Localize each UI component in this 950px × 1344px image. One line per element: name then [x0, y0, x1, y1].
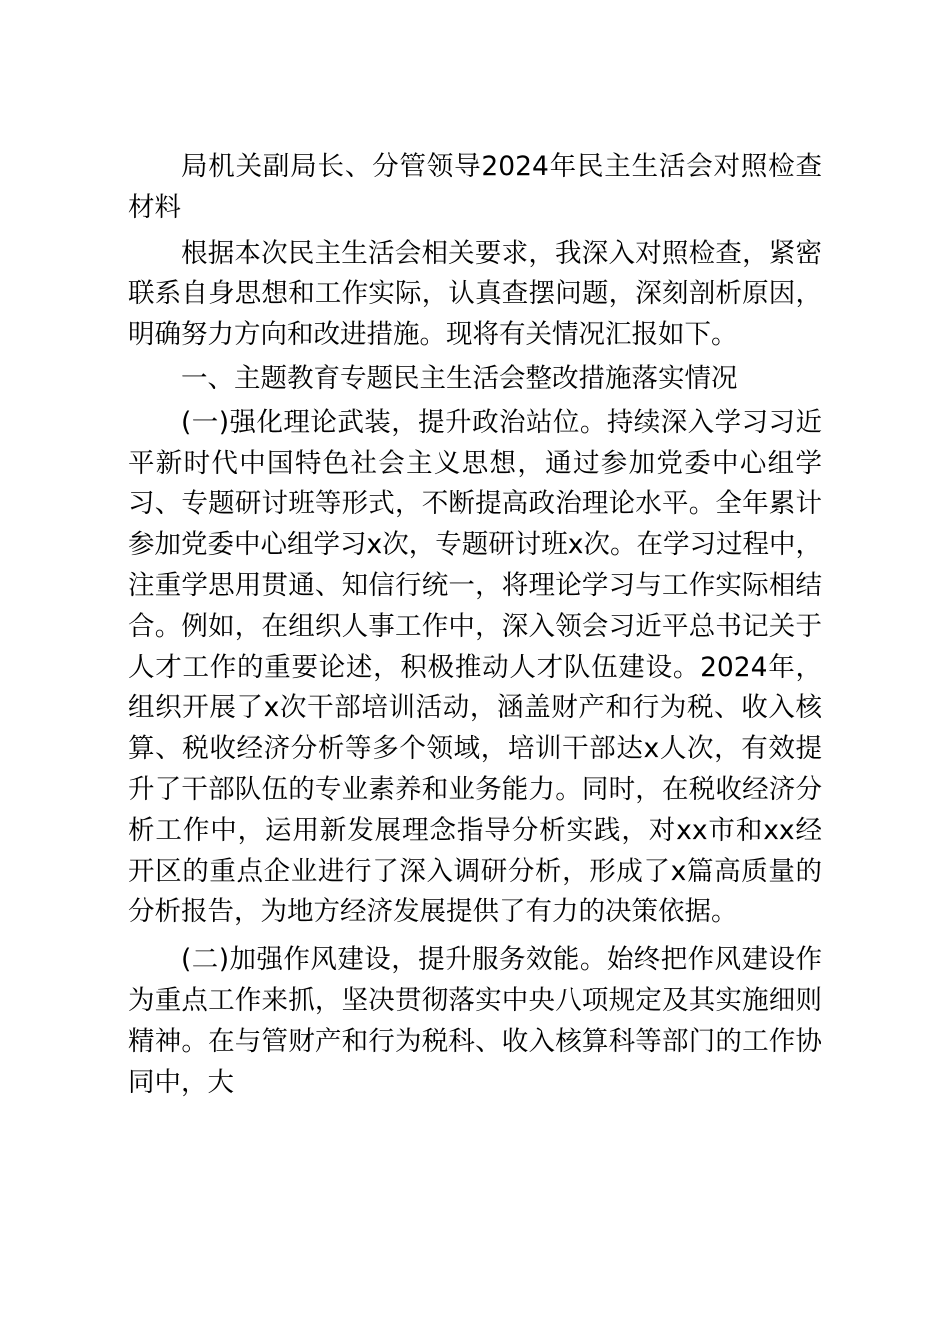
intro-paragraph: 根据本次民主生活会相关要求，我深入对照检查，紧密联系自身思想和工作实际，认真查摆问题，深刻剖析原因，明确努力方向和改进措施。现将有关情况汇报如下。	[128, 237, 822, 351]
body-paragraph: (一)强化理论武装，提升政治站位。持续深入学习习近平新时代中国特色社会主义思想，通过参加党委中心组学习、专题研讨班等形式，不断提高政治理论水平。全年累计参加党委中心组学习x次，专题研讨班x次。在学习过程中，注重学思用贯通、知信行统一，将理论学习与工作实际相结合。例如，在组织人事工作中，深入领会习近平总书记关于人才工作的重要论述，积极推动人才队伍建设。2024年，组织开展了x次干部培训活动，涵盖财产和行为税、收入核算、税收经济分析等多个领域，培训干部达x人次，有效提升了干部队伍的专业素养和业务能力。同时，在税收经济分析工作中，运用新发展理念指导分析实践，对xx市和xx经开区的重点企业进行了深入调研分析，形成了x篇高质量的分析报告，为地方经济发展提供了有力的决策依据。	[128, 406, 822, 928]
document-body	[128, 147, 822, 1103]
document-title: 局机关副局长、分管领导2024年民主生活会对照检查材料	[128, 151, 822, 223]
section-heading: 一、主题教育专题民主生活会整改措施落实情况	[181, 362, 738, 394]
body-paragraph: (二)加强作风建设，提升服务效能。始终把作风建设作为重点工作来抓，坚决贯彻落实中央八项规定及其实施细则精神。在与管财产和行为税科、收入核算科等部门的工作协同中，大	[128, 944, 822, 1098]
